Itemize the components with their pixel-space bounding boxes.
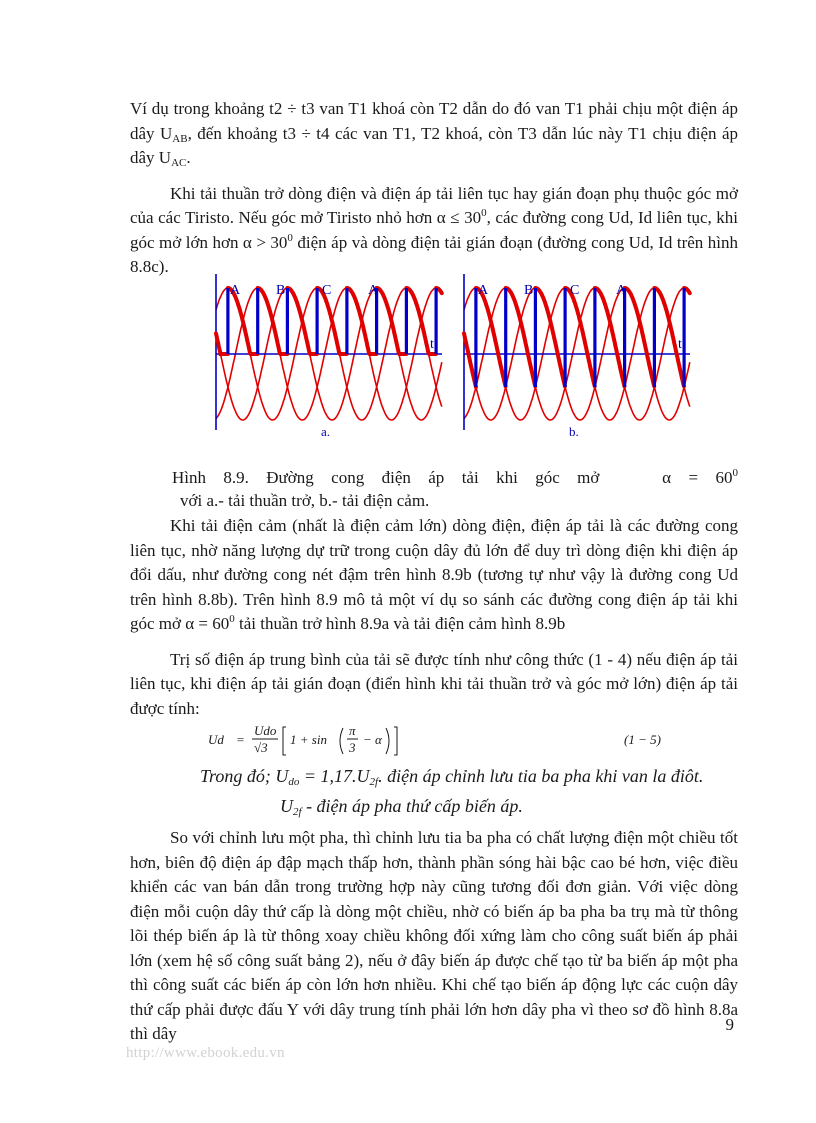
formula-body: 1 + sin [290,732,327,747]
panel-b-phase-label-4: A [616,283,627,298]
top-text-block [130,97,738,280]
panel-a-phase-label-2: B [276,283,286,298]
formula-three: 3 [349,740,356,755]
panel-b-phase-label-3: C [570,283,580,298]
figure-caption: Hình 8.9. Đường cong điện áp tải khi góc mở α = $60^0$ với a.- tải thuần trở, b.- tải điện cảm. [172,467,738,510]
formula-number: (1 − 5) [624,732,661,747]
formula-numerator: Udo [254,723,277,738]
watermark: http://www.ebook.edu.vn [126,1045,285,1061]
panel-a-axis-label: t [430,337,434,352]
panel-b-output-curve-8 [506,288,536,386]
formula-1-5 [206,722,666,756]
formula-equals: = [236,732,245,747]
panel-b-sublabel: b. [569,424,579,439]
panel-a-phase-label-1: A [230,283,241,298]
waveform-diagram [212,270,704,446]
formula-lhs: Ud [208,732,224,747]
where-line-2: $U_{2f}$ - điện áp pha thứ cấp biến áp. [280,796,523,818]
paragraph-1: Ví dụ trong khoảng t2 ÷ t3 van T1 khoá còn T2 dẫn do đó van T1 phải chịu một điện áp dây $U_{AB}$, đến khoảng t3 ÷ t4 các van T1, T2 khoá, còn T3 dẫn lúc này T1 chịu điện áp dây $U_{AC}$. [130,99,739,169]
middle-text-block [130,514,738,721]
panel-b-phase-label-1: A [478,283,489,298]
where-line-1: Trong đó; $U_{do} = 1,17.U_{2f}$. điện áp chỉnh lưu tia ba pha khi van la điôt. [200,766,704,788]
panel-b-axis-label: t [678,337,682,352]
panel-a-phase-label-3: C [322,283,332,298]
panel-a-phase-label-4: A [368,283,379,298]
panel-a-sublabel: a. [321,424,331,439]
panel-b-output-curve-6 [464,334,476,388]
paragraph-2: Khi tải thuần trở dòng điện và điện áp tải liên tục hay gián đoạn phụ thuộc góc mở của các Tiristo. Nếu góc mở Tiristo nhỏ hơn $\alpha \le 30^0$, các đường cong Ud, Id liên tục, khi góc mở lớn hơn $\alpha > 30^0$ điện áp và dòng điện tải gián đoạn (đường cong Ud, Id trên hình 8.8c). [130,183,739,276]
caption-line-2: với a.- tải thuần trở, b.- tải điện cảm. [180,491,430,510]
formula-pi: π [349,723,356,738]
paragraph-5: So với chỉnh lưu một pha, thì chỉnh lưu tia ba pha có chất lượng điện một chiều tốt hơn, biên độ điện áp đập mạch thấp hơn, thành phần sóng hài bậc cao bé hơn, việc điều khiển các van bán dẫn trong trường hợp này cũng tương đối đơn giản. Với việc dòng điện mỗi cuộn dây thứ cấp là dòng một chiều, nhờ có biến áp ba pha ba trụ mà từ thông lõi thép biến áp là từ thông xoay chiều không đối xứng làm cho công suất biến áp phải lớn (xem hệ số công suất bảng 2), nếu ở đây biến áp được chế tạo từ ba biến áp một pha thì công suất các biến áp còn lớn hơn nhiều. Khi chế tạo biến áp động lực các cuộn dây thứ cấp phải được đấu Y với dây trung tính phải lớn hơn dây pha vì theo sơ đồ hình 8.8a thì dây [130,828,738,1043]
paragraph-4: Trị số điện áp trung bình của tải sẽ được tính như công thức (1 - 4) nếu điện áp tải liên tục, khi điện áp tải gián đoạn (điển hình khi tải thuần trở và góc mở lớn) điện áp tải được tính: [130,649,738,718]
panel-a-output-curve-9 [287,288,317,354]
formula-minus-alpha: − α [363,732,382,747]
panel-a-output-curve-12 [377,288,407,354]
panel-b-phase-label-2: B [524,283,534,298]
page-number: 9 [725,1015,734,1034]
bottom-text-block [130,826,738,1047]
panel-a-output-curve-6 [216,334,228,355]
formula-root: √3 [254,740,268,755]
paragraph-3: Khi tải điện cảm (nhất là điện cảm lớn) dòng điện, điện áp tải là các đường cong liên tục, nhờ năng lượng dự trữ trong cuộn dây đủ lớn để duy trì dòng điện khi điện áp đổi dấu, như đường cong nét đậm trên hình 8.9b (tương tự như vậy là đường cong Ud trên hình 8.8b). Trên hình 8.9 mô tả một ví dụ so sánh các đường cong điện áp tải khi góc mở $\alpha = 60^0$ tải thuần trở hình 8.9a và tải điện cảm hình 8.9b [130,516,738,633]
figure-8-9 [212,270,704,446]
